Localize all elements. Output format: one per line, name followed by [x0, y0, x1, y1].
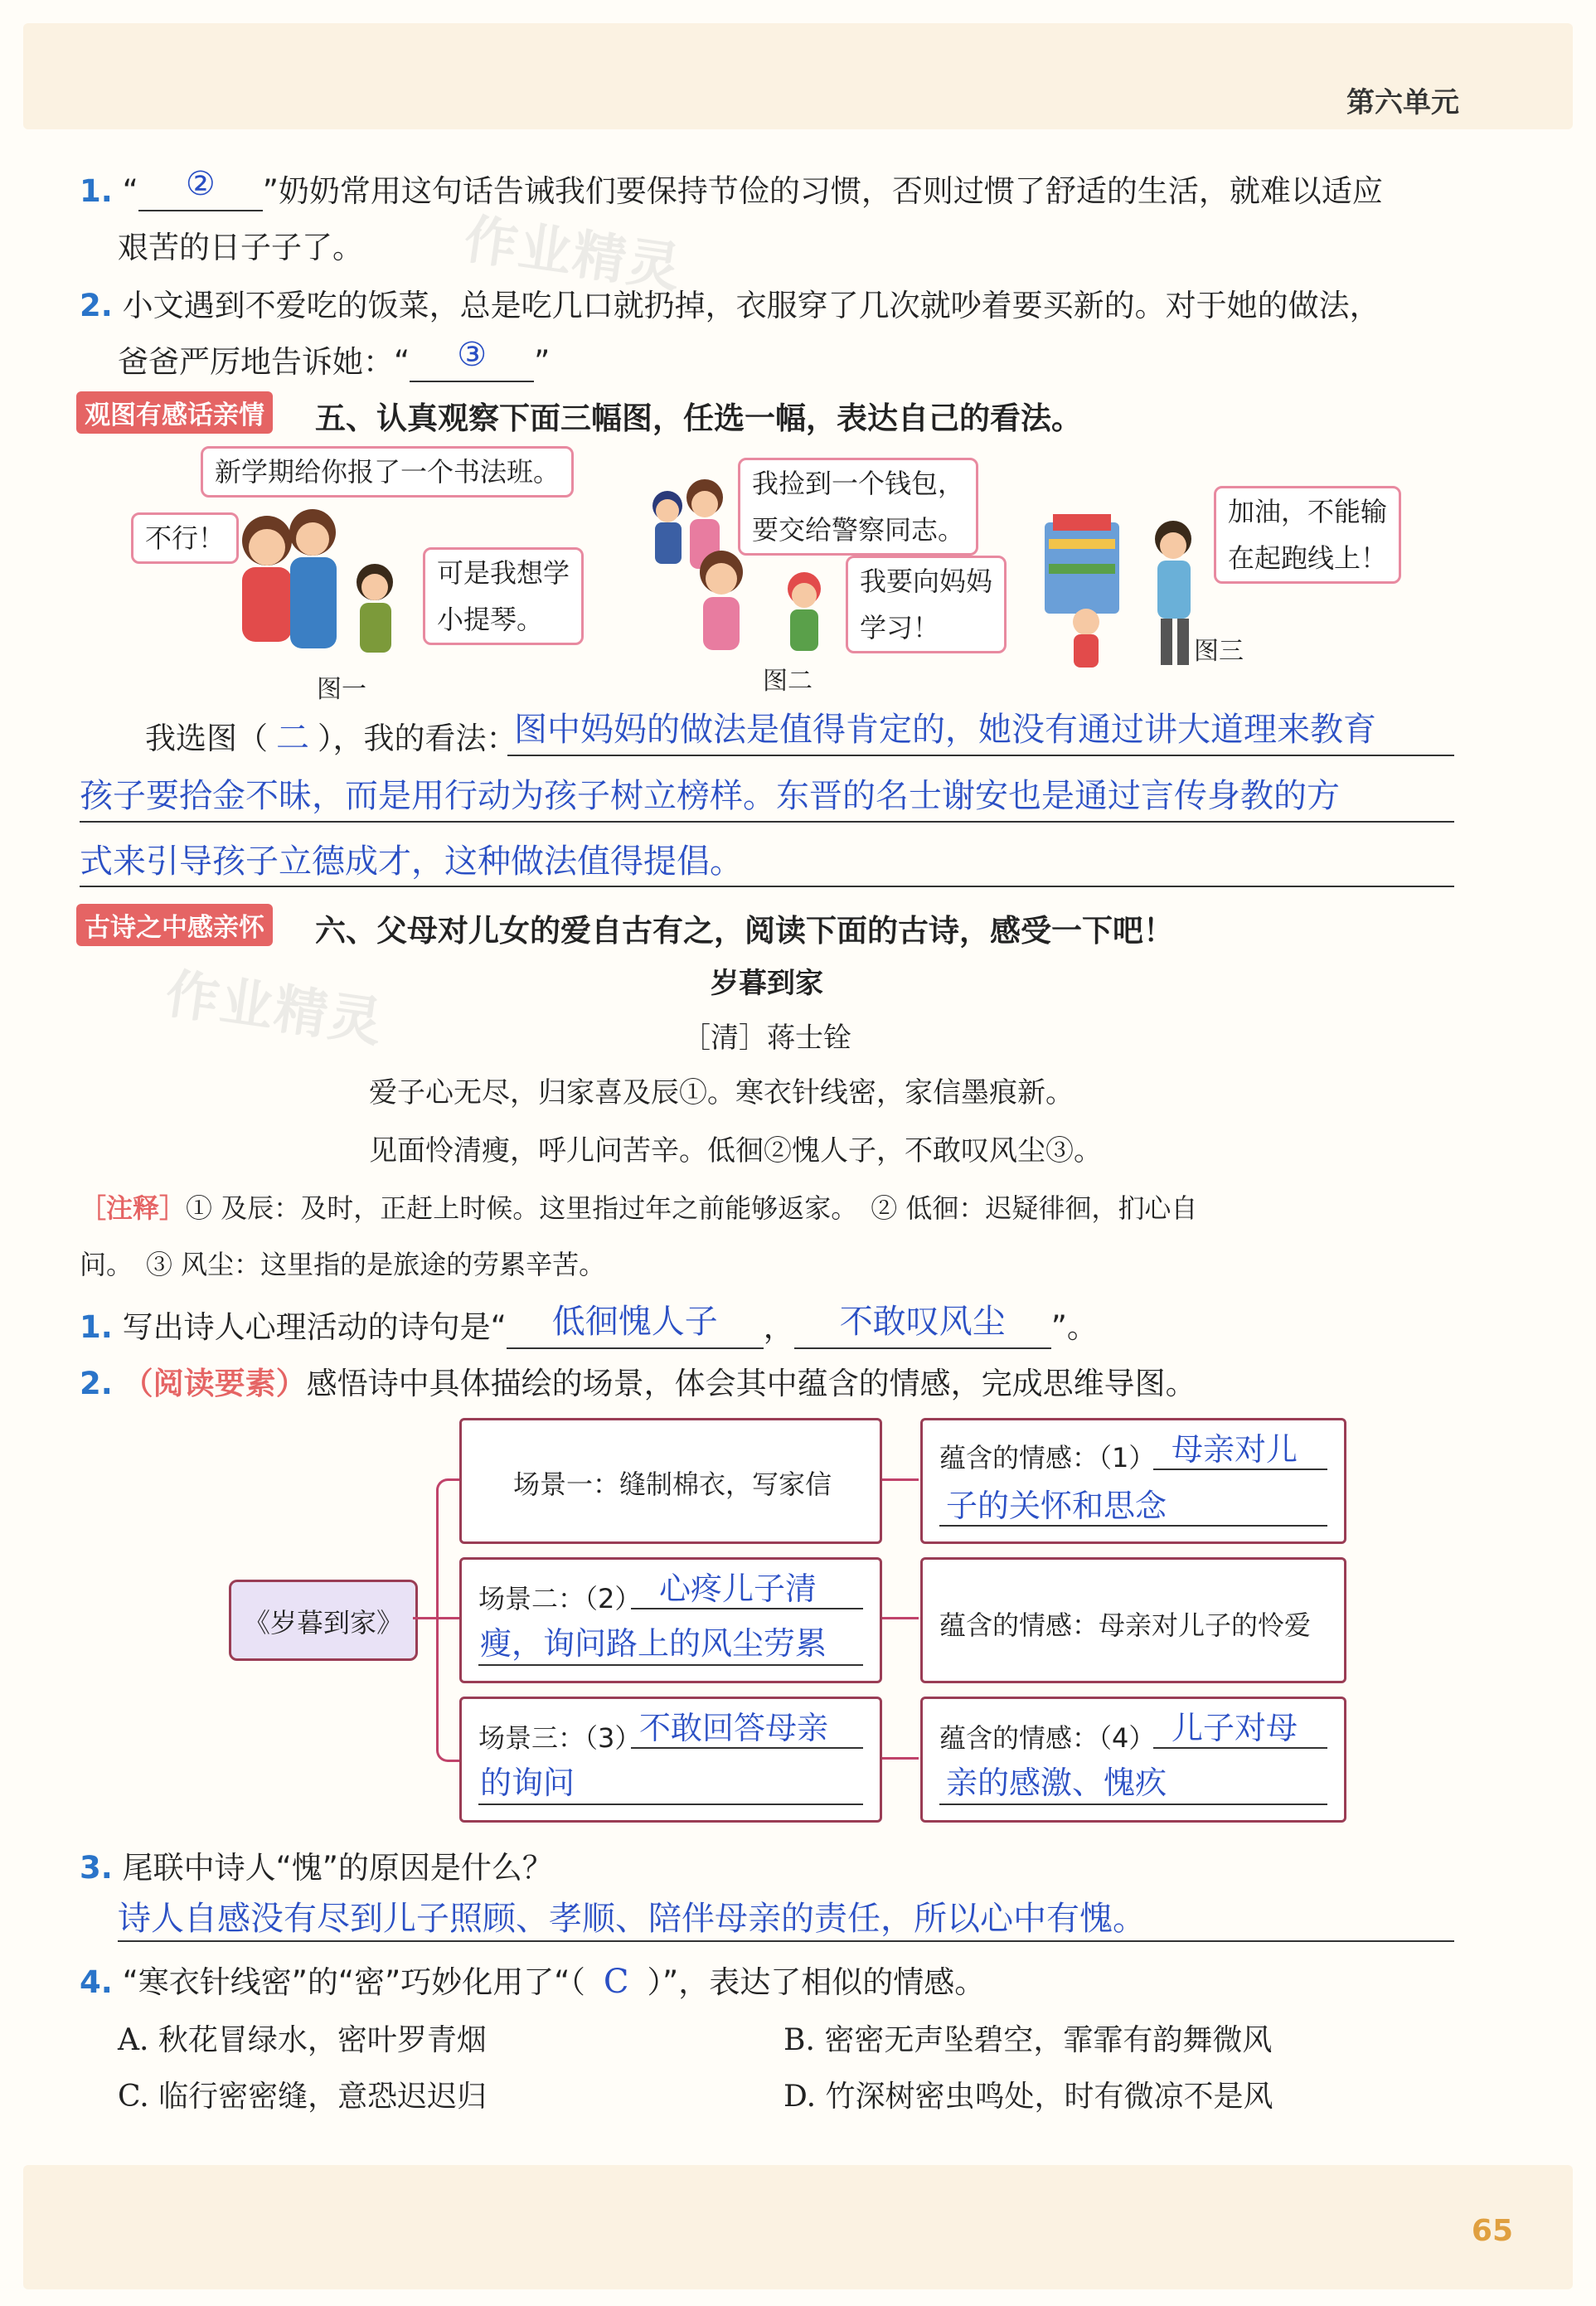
answer-blank[interactable]	[794, 1300, 1051, 1349]
watermark: 作业精灵	[162, 963, 388, 1055]
answer-line[interactable]	[80, 821, 1454, 823]
poem-title: 岁暮到家	[711, 967, 823, 1000]
answer-line[interactable]	[939, 1804, 1327, 1805]
question-number: 1.	[80, 173, 113, 209]
question-s6-3: 3. 尾联中诗人“愧”的原因是什么？	[80, 1850, 553, 1886]
poem-author: ［清］蒋士铨	[682, 1022, 851, 1055]
connector	[877, 1757, 919, 1760]
handwritten-answer: 孩子要拾金不昧，而是用行动为孩子树立榜样。东晋的名士谢安也是通过言传身教的方	[80, 777, 1340, 815]
answer-blank[interactable]	[507, 1300, 764, 1349]
question-s6-1: 1. 写出诗人心理活动的诗句是“ 低徊愧人子 ， 不敢叹风尘 ”。	[80, 1300, 1098, 1349]
emotion-box: 蕴含的情感：（4） 儿子对母 亲的感激、愧疚	[920, 1697, 1346, 1823]
speech-bubble: 我要向妈妈 学习！	[846, 556, 1007, 653]
handwritten-answer: 亲的感激、愧疚	[946, 1765, 1167, 1801]
question-1-cont: 艰苦的日子子了。	[118, 230, 363, 265]
question-s6-2: 2. （阅读要素）感悟诗中具体描绘的场景，体会其中蕴含的情感，完成思维导图。	[80, 1366, 1196, 1401]
scene-box: 场景一：缝制棉衣，写家信	[459, 1418, 882, 1544]
footer-band	[23, 2165, 1573, 2289]
question-2	[80, 280, 1380, 325]
option-c[interactable]: C. 临行密密缝，意恐迟迟归	[118, 2080, 488, 2114]
handwritten-answer: 的询问	[480, 1765, 575, 1801]
connector	[877, 1617, 919, 1619]
page-number: 65	[1471, 2214, 1513, 2248]
handwritten-answer: ③	[457, 336, 488, 374]
option-d[interactable]: D. 竹深树密虫鸣处，时有微凉不是风	[783, 2080, 1273, 2114]
section-tag: 观图有感话亲情	[76, 391, 273, 434]
watermark: 作业精灵	[460, 208, 686, 300]
unit-title: 第六单元	[1346, 86, 1459, 119]
figure-label: 图二	[763, 667, 813, 696]
answer-line[interactable]	[631, 1747, 863, 1749]
header-band	[23, 23, 1573, 129]
handwritten-answer: 子的关怀和思念	[946, 1488, 1167, 1524]
connector	[413, 1617, 436, 1619]
figure-1-illustration	[217, 507, 416, 665]
handwritten-answer: 心疼儿子清	[659, 1571, 817, 1607]
answer-line[interactable]	[1153, 1747, 1327, 1749]
question-2-cont: 爸爸严厉地告诉她：“ ③ ”	[118, 337, 550, 382]
choice-prompt: 我选图（ 二 ），我的看法：	[145, 719, 517, 757]
connector	[436, 1617, 461, 1619]
handwritten-answer: C	[603, 1963, 629, 2001]
handwritten-answer: 式来引导孩子立德成才，这种做法值得提倡。	[80, 842, 743, 881]
section-title: 五、认真观察下面三幅图，任选一幅，表达自己的看法。	[315, 401, 1082, 436]
handwritten-choice: 二	[276, 719, 309, 757]
connector	[877, 1478, 919, 1481]
section-title: 六、父母对儿女的爱自古有之，阅读下面的古诗，感受一下吧！	[315, 913, 1174, 949]
handwritten-answer: 不敢回答母亲	[639, 1710, 829, 1746]
section-tag: 古诗之中感亲怀	[76, 904, 273, 946]
question-s6-4: 4. “寒衣针线密”的“密”巧妙化用了“（ C ）”，表达了相似的情感。	[80, 1963, 986, 2001]
figure-2-illustration	[638, 473, 837, 655]
answer-line[interactable]	[478, 1804, 863, 1805]
option-a[interactable]: A. 秋花冒绿水，密叶罗青烟	[118, 2023, 487, 2057]
question-text: ”奶奶常用这句话告诫我们要保持节俭的习惯，否则过惯了舒适的生活，就难以适应	[262, 173, 1383, 209]
answer-line[interactable]	[1153, 1469, 1327, 1470]
note-label: ［注释］	[80, 1192, 187, 1224]
answer-blank[interactable]	[410, 336, 534, 382]
speech-bubble: 加油，不能输 在起跑线上！	[1214, 486, 1401, 584]
handwritten-answer: 低徊愧人子	[551, 1303, 718, 1341]
handwritten-answer: 诗人自感没有尽到儿子照顾、孝顺、陪伴母亲的责任，所以心中有愧。	[118, 1900, 1146, 1938]
emotion-box: 蕴含的情感：（1） 母亲对儿 子的关怀和思念	[920, 1418, 1346, 1544]
handwritten-answer: ②	[185, 165, 216, 203]
question-number: 2.	[80, 288, 113, 323]
handwritten-answer: 母亲对儿	[1172, 1431, 1298, 1468]
emotion-box: 蕴含的情感：母亲对儿子的怜爱	[920, 1557, 1346, 1683]
reading-element-tag: （阅读要素）	[122, 1366, 307, 1401]
figure-label: 图三	[1194, 637, 1244, 666]
mindmap-root: 《岁暮到家》	[229, 1580, 418, 1661]
answer-line[interactable]	[631, 1608, 863, 1609]
handwritten-answer: 儿子对母	[1172, 1710, 1298, 1746]
answer-line[interactable]	[80, 886, 1454, 887]
poem-notes: ［注释］① 及辰：及时，正赶上时候。这里指过年之前能够返家。 ② 低徊：迟疑徘徊，扪心自	[80, 1192, 1198, 1224]
scene-box: 场景三：（3） 不敢回答母亲 的询问	[459, 1697, 882, 1823]
poem-line: 爱子心无尽，归家喜及辰①。寒衣针线密，家信墨痕新。	[369, 1076, 1074, 1109]
handwritten-answer: 图中妈妈的做法是值得肯定的，她没有通过讲大道理来教育	[514, 711, 1376, 749]
poem-line: 见面怜清瘦，呼儿问苦辛。低徊②愧人子，不敢叹风尘③。	[369, 1134, 1102, 1168]
speech-bubble: 可是我想学 小提琴。	[423, 547, 584, 645]
question-1: 1. “ ② ”奶奶常用这句话告诫我们要保持节俭的习惯，否则过惯了舒适的生活，就难以适应	[80, 166, 1383, 211]
speech-bubble: 不行！	[131, 512, 239, 564]
handwritten-answer: 瘦，询问路上的风尘劳累	[480, 1625, 827, 1662]
figure-label: 图一	[317, 675, 366, 704]
poem-notes-cont: 问。 ③ 风尘：这里指的是旅途的劳累辛苦。	[80, 1249, 606, 1280]
speech-bubble: 我捡到一个钱包， 要交给警察同志。	[738, 458, 978, 556]
handwritten-answer: 不敢叹风尘	[839, 1303, 1006, 1341]
speech-bubble: 新学期给你报了一个书法班。	[201, 446, 574, 498]
answer-line[interactable]	[118, 1940, 1454, 1942]
answer-line[interactable]	[478, 1664, 863, 1666]
scene-box: 场景二：（2） 心疼儿子清 瘦，询问路上的风尘劳累	[459, 1557, 882, 1683]
answer-line[interactable]	[939, 1525, 1327, 1527]
answer-blank[interactable]	[138, 165, 263, 211]
option-b[interactable]: B. 密密无声坠碧空，霏霏有韵舞微风	[783, 2023, 1273, 2057]
question-text: 小文遇到不爱吃的饭菜，总是吃几口就扔掉，衣服穿了几次就吵着要买新的。对于她的做法，	[122, 288, 1380, 323]
answer-line[interactable]	[507, 755, 1454, 756]
